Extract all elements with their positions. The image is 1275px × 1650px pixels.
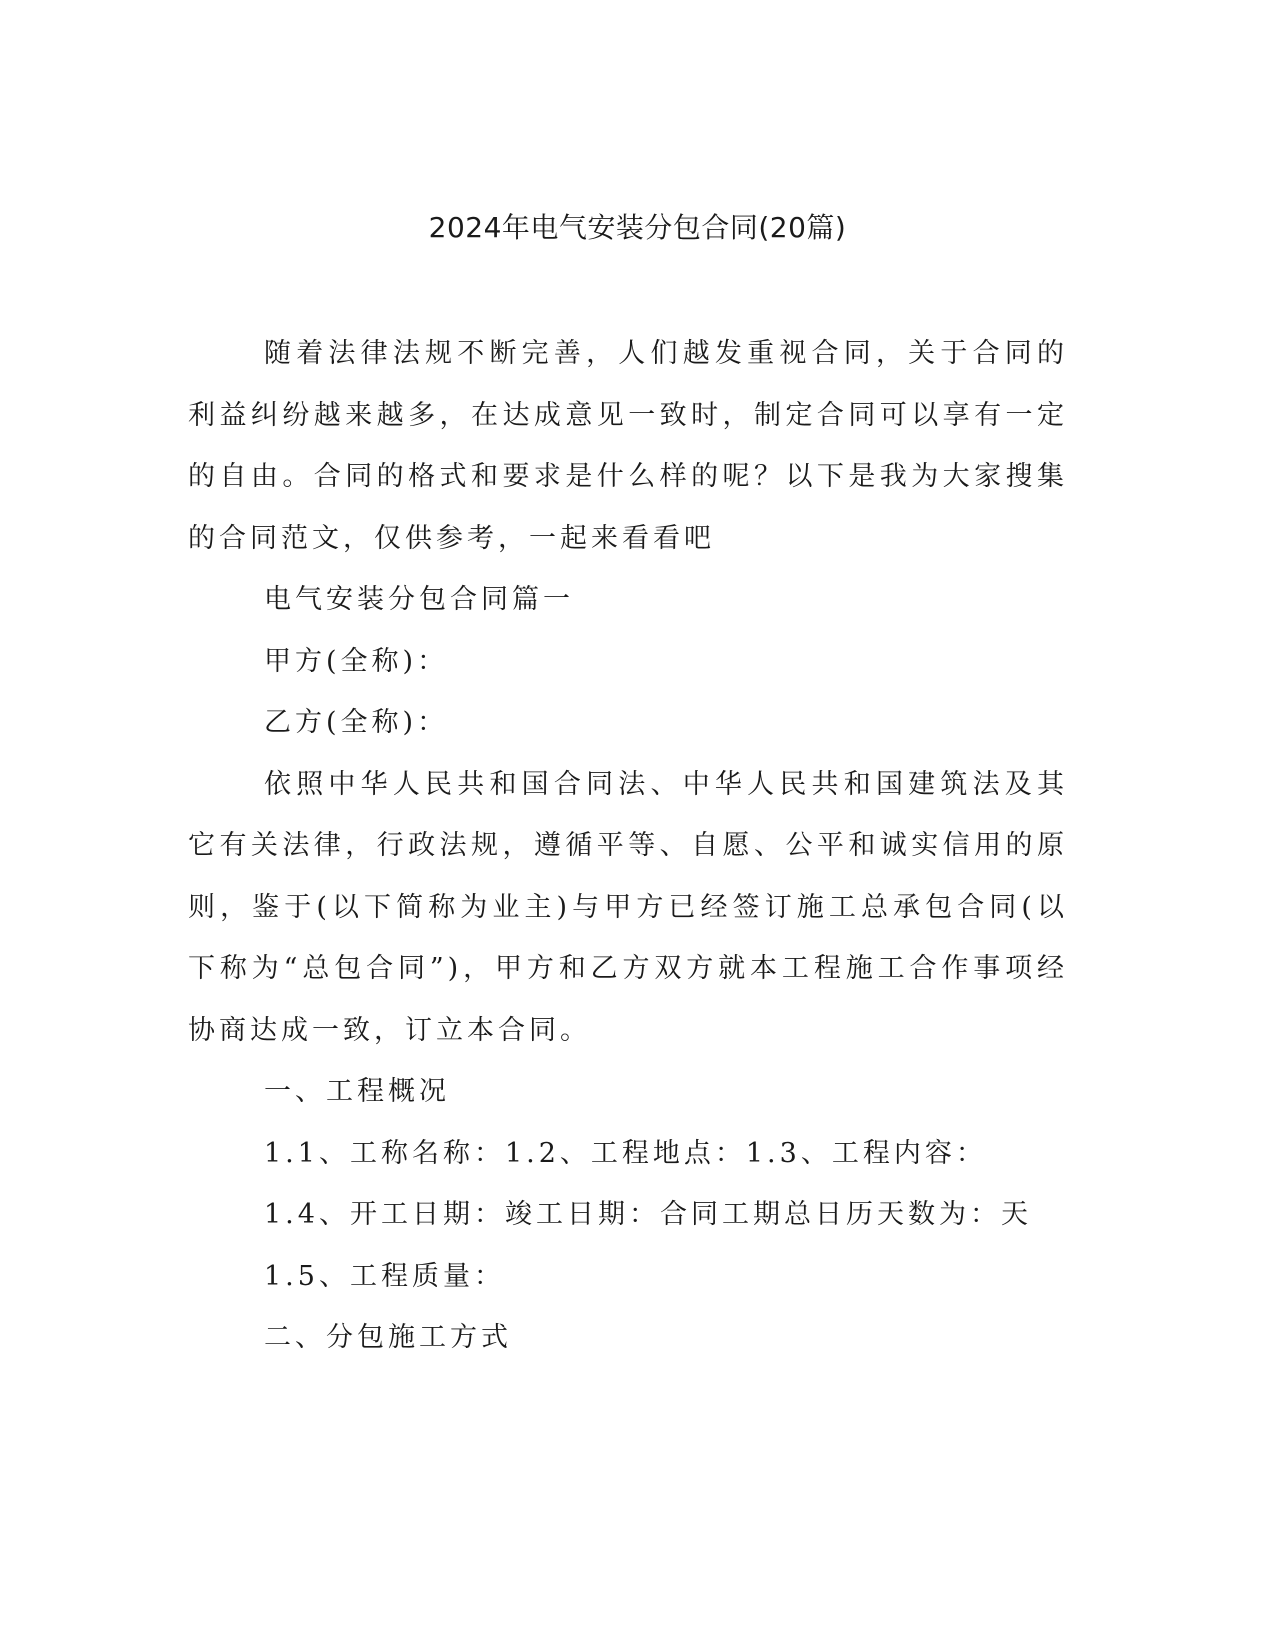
section-heading-subcontract-method: 二、分包施工方式 xyxy=(264,1322,512,1353)
section-heading-part-one: 电气安装分包合同篇一 xyxy=(264,584,574,615)
document-title: 2024年电气安装分包合同(20篇) xyxy=(428,211,847,244)
clause-1-4: 1.4、开工日期：竣工日期：合同工期总日历天数为：天 xyxy=(264,1199,1032,1230)
preamble-paragraph: 依照中华人民共和国合同法、中华人民共和国建筑法及其它有关法律，行政法规，遵循平等、自愿、公平和诚实信用的原则，鉴于(以下简称为业主)与甲方已经签订施工总承包合同(以下称为“总包合同”)，甲方和乙方双方就本工程施工合作事项经协商达成一致，订立本合同。 xyxy=(188,768,1068,1046)
intro-paragraph: 随着法律法规不断完善，人们越发重视合同，关于合同的利益纠纷越来越多，在达成意见一致时，制定合同可以享有一定的自由。合同的格式和要求是什么样的呢？以下是我为大家搜集的合同范文，仅供参考，一起来看看吧 xyxy=(188,338,1068,554)
clause-1-5: 1.5、工程质量： xyxy=(264,1260,505,1292)
clause-1-1-to-1-3: 1.1、工称名称：1.2、工程地点：1.3、工程内容： xyxy=(264,1137,987,1169)
party-a-line: 甲方(全称)： xyxy=(264,645,449,677)
document-body xyxy=(188,323,1068,1369)
section-heading-project-overview: 一、工程概况 xyxy=(264,1076,450,1107)
party-b-line: 乙方(全称)： xyxy=(264,707,449,738)
